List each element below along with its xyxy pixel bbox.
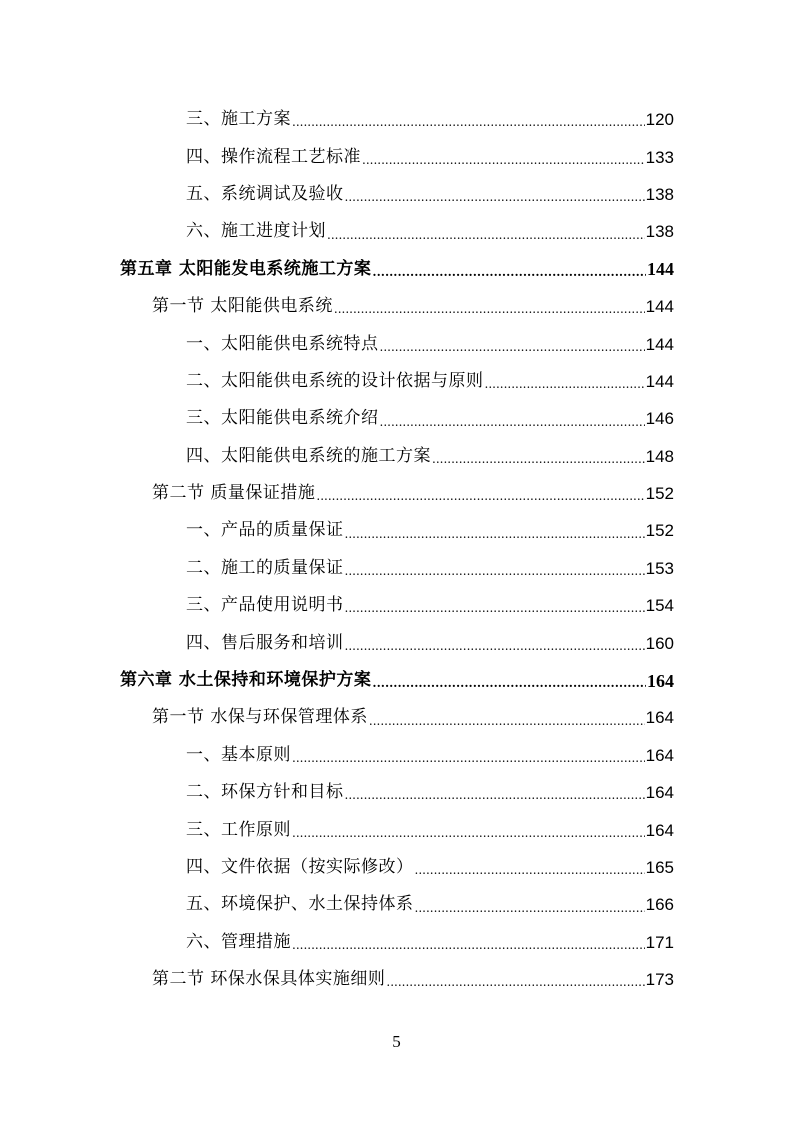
toc-chapter-entry[interactable] xyxy=(0,251,674,288)
toc-section-entry[interactable] xyxy=(0,699,674,736)
toc-dot-leader xyxy=(380,416,645,438)
toc-dot-leader xyxy=(292,827,645,849)
toc-subsection-entry[interactable] xyxy=(0,138,674,175)
table-of-contents xyxy=(0,101,793,998)
page-number: 5 xyxy=(392,1032,401,1051)
toc-dot-leader xyxy=(369,715,645,737)
toc-dot-leader xyxy=(292,116,645,138)
toc-subsection-entry[interactable] xyxy=(0,737,674,774)
toc-dot-leader xyxy=(345,640,645,662)
toc-entry-page-number: 164 xyxy=(647,670,674,691)
toc-entry-page-number: 154 xyxy=(645,596,674,616)
toc-dot-leader xyxy=(292,752,645,774)
toc-entry-page-number: 164 xyxy=(645,708,674,728)
toc-subsection-entry[interactable] xyxy=(0,101,674,138)
toc-entry-title: 三、工作原则 xyxy=(186,819,291,840)
toc-dot-leader xyxy=(292,939,645,961)
toc-subsection-entry[interactable] xyxy=(0,849,674,886)
toc-entry-page-number: 166 xyxy=(645,895,674,915)
toc-entry-title: 二、施工的质量保证 xyxy=(186,557,344,578)
toc-entry-page-number: 148 xyxy=(645,446,674,466)
toc-entry-page-number: 138 xyxy=(645,184,674,204)
toc-entry-page-number: 164 xyxy=(645,745,674,765)
toc-entry-title: 六、施工进度计划 xyxy=(186,221,326,242)
toc-entry-title: 三、产品使用说明书 xyxy=(186,595,344,616)
toc-entry-title: 五、环境保护、水土保持体系 xyxy=(186,894,414,915)
toc-section-entry[interactable] xyxy=(0,288,674,325)
toc-subsection-entry[interactable] xyxy=(0,550,674,587)
toc-entry-page-number: 120 xyxy=(645,110,674,130)
toc-subsection-entry[interactable] xyxy=(0,213,674,250)
toc-entry-page-number: 138 xyxy=(645,222,674,242)
toc-entry-page-number: 164 xyxy=(645,783,674,803)
toc-entry-title: 四、操作流程工艺标准 xyxy=(186,146,361,167)
toc-dot-leader xyxy=(485,378,645,400)
toc-dot-leader xyxy=(345,528,645,550)
toc-entry-page-number: 144 xyxy=(645,297,674,317)
toc-entry-title: 第二节 环保水保具体实施细则 xyxy=(152,969,386,990)
toc-entry-page-number: 133 xyxy=(645,147,674,167)
toc-dot-leader xyxy=(345,602,645,624)
toc-subsection-entry[interactable] xyxy=(0,438,674,475)
toc-dot-leader xyxy=(345,565,645,587)
toc-entry-page-number: 152 xyxy=(645,484,674,504)
toc-entry-title: 第六章 水土保持和环境保护方案 xyxy=(120,670,372,691)
toc-dot-leader xyxy=(415,902,645,924)
toc-entry-title: 五、系统调试及验收 xyxy=(186,183,344,204)
toc-entry-page-number: 164 xyxy=(645,820,674,840)
toc-entry-title: 一、产品的质量保证 xyxy=(186,520,344,541)
toc-entry-title: 第一节 太阳能供电系统 xyxy=(152,296,333,317)
toc-entry-page-number: 144 xyxy=(647,259,674,280)
toc-dot-leader xyxy=(415,864,645,886)
toc-subsection-entry[interactable] xyxy=(0,886,674,923)
toc-entry-title: 三、太阳能供电系统介绍 xyxy=(186,408,379,429)
toc-entry-page-number: 153 xyxy=(645,558,674,578)
toc-entry-page-number: 144 xyxy=(645,371,674,391)
toc-dot-leader xyxy=(362,154,645,176)
toc-entry-title: 四、文件依据（按实际修改） xyxy=(186,857,414,877)
toc-subsection-entry[interactable] xyxy=(0,811,674,848)
toc-dot-leader xyxy=(386,976,644,998)
toc-entry-page-number: 165 xyxy=(645,858,674,877)
toc-dot-leader xyxy=(345,191,645,213)
toc-subsection-entry[interactable] xyxy=(0,624,674,661)
toc-entry-page-number: 171 xyxy=(645,932,674,952)
toc-entry-title: 四、太阳能供电系统的施工方案 xyxy=(186,445,431,466)
toc-subsection-entry[interactable] xyxy=(0,363,674,400)
toc-dot-leader xyxy=(372,266,646,288)
toc-subsection-entry[interactable] xyxy=(0,512,674,549)
toc-entry-page-number: 173 xyxy=(645,970,674,990)
toc-dot-leader xyxy=(345,789,645,811)
toc-entry-title: 一、基本原则 xyxy=(186,744,291,765)
toc-entry-title: 六、管理措施 xyxy=(186,931,291,952)
toc-entry-title: 第一节 水保与环保管理体系 xyxy=(152,707,368,728)
toc-section-entry[interactable] xyxy=(0,475,674,512)
toc-dot-leader xyxy=(316,490,644,512)
toc-dot-leader xyxy=(327,229,645,251)
toc-entry-title: 第五章 太阳能发电系统施工方案 xyxy=(120,258,372,279)
toc-subsection-entry[interactable] xyxy=(0,587,674,624)
toc-entry-page-number: 152 xyxy=(645,521,674,541)
toc-entry-page-number: 160 xyxy=(645,633,674,653)
toc-dot-leader xyxy=(372,677,646,699)
toc-entry-page-number: 146 xyxy=(645,409,674,429)
toc-dot-leader xyxy=(334,303,645,325)
toc-entry-title: 一、太阳能供电系统特点 xyxy=(186,333,379,354)
toc-entry-page-number: 144 xyxy=(645,334,674,354)
toc-dot-leader xyxy=(380,341,645,363)
toc-entry-title: 二、环保方针和目标 xyxy=(186,782,344,803)
toc-entry-title: 第二节 质量保证措施 xyxy=(152,483,316,504)
toc-entry-title: 三、施工方案 xyxy=(186,109,291,130)
toc-subsection-entry[interactable] xyxy=(0,924,674,961)
toc-subsection-entry[interactable] xyxy=(0,325,674,362)
toc-subsection-entry[interactable] xyxy=(0,176,674,213)
toc-dot-leader xyxy=(432,453,645,475)
toc-subsection-entry[interactable] xyxy=(0,400,674,437)
toc-chapter-entry[interactable] xyxy=(0,662,674,699)
toc-section-entry[interactable] xyxy=(0,961,674,998)
toc-entry-title: 二、太阳能供电系统的设计依据与原则 xyxy=(186,370,484,391)
toc-entry-title: 四、售后服务和培训 xyxy=(186,632,344,653)
toc-subsection-entry[interactable] xyxy=(0,774,674,811)
